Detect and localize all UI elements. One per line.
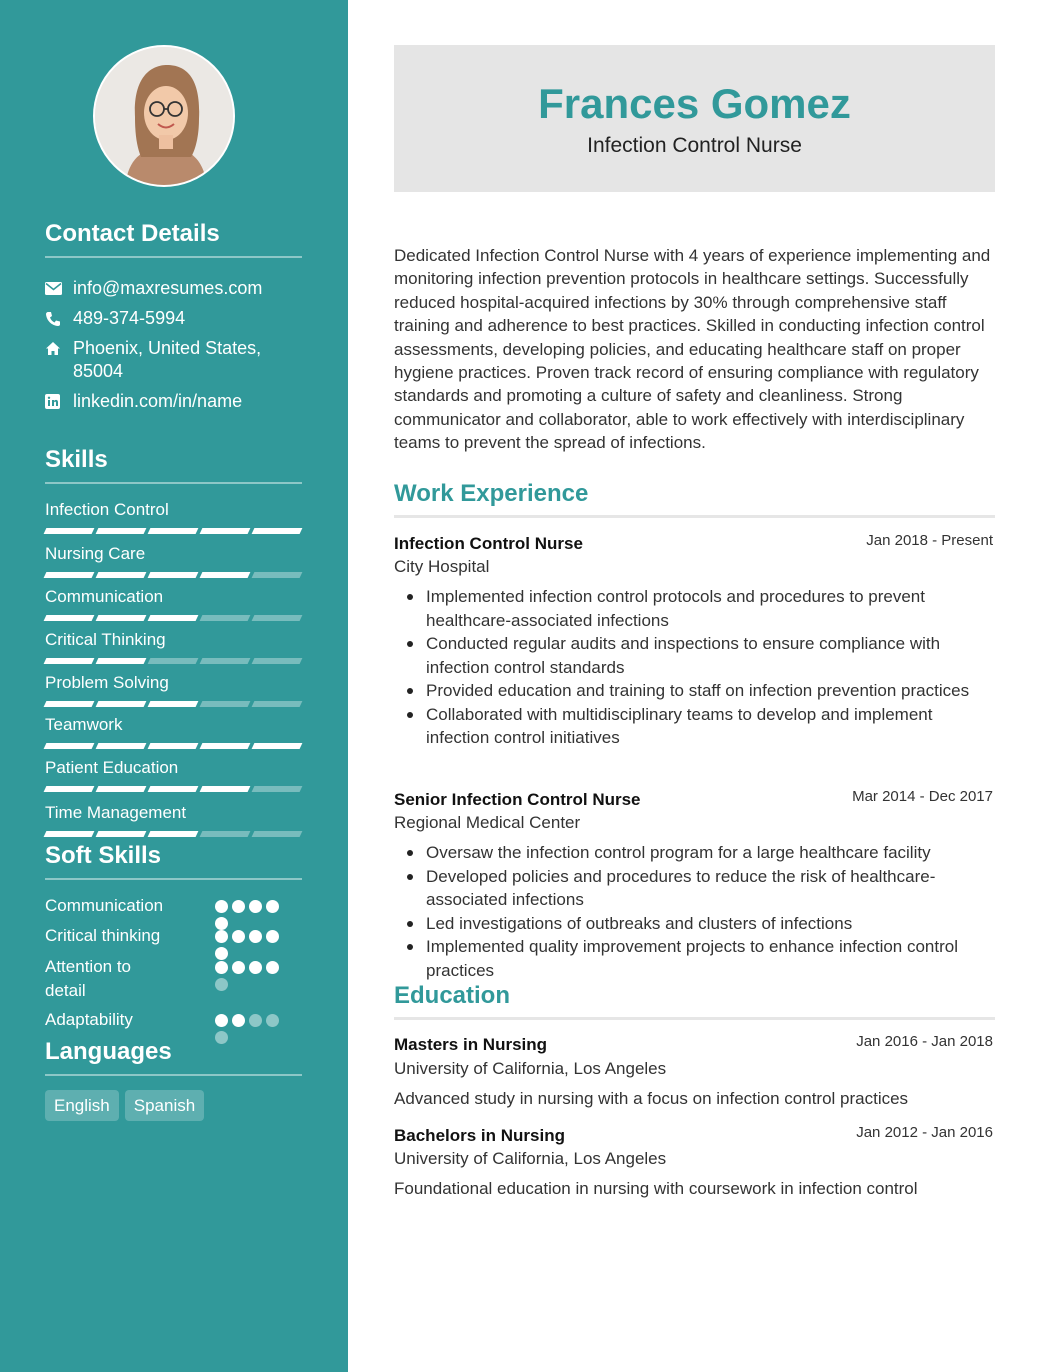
list-item: Led investigations of outbreaks and clusters of infections <box>426 912 1000 936</box>
skill-level-segment <box>200 528 251 534</box>
skill-level-segment <box>96 831 147 837</box>
education-dates: Jan 2016 - Jan 2018 <box>856 1033 993 1050</box>
sidebar <box>0 0 348 1372</box>
candidate-name: Frances Gomez <box>538 80 851 127</box>
contact-section-title: Contact Details <box>45 220 220 247</box>
rating-dot <box>215 900 228 913</box>
name-header <box>394 45 995 192</box>
skill-level-segment <box>252 615 303 621</box>
envelope-icon <box>45 277 73 300</box>
contact-address-row <box>45 337 273 383</box>
contact-linkedin-row <box>45 390 273 413</box>
skill-level-bar <box>45 701 302 707</box>
contact-phone-row <box>45 307 273 330</box>
rating-dot <box>266 930 279 943</box>
skill-item <box>45 714 302 749</box>
list-item: Conducted regular audits and inspections to ensure compliance with infection control standards <box>426 632 1000 679</box>
rating-dot <box>266 900 279 913</box>
list-item: Implemented infection control protocols and procedures to prevent healthcare-associated infections <box>426 585 1000 632</box>
job-title: Infection Control Nurse <box>394 534 583 553</box>
education-title: Education <box>394 982 511 1009</box>
skill-level-segment <box>148 658 199 664</box>
skill-level-segment <box>44 572 95 578</box>
profile-avatar-illustration <box>95 47 235 187</box>
languages-divider <box>45 1074 302 1076</box>
skill-level-segment <box>96 658 147 664</box>
contact-email[interactable]: info@maxresumes.com <box>73 278 263 298</box>
skill-level-segment <box>96 743 147 749</box>
skill-level-segment <box>44 615 95 621</box>
skills-divider <box>45 482 302 484</box>
linkedin-icon <box>45 390 73 413</box>
skill-level-segment <box>148 701 199 707</box>
candidate-title: Infection Control Nurse <box>587 134 802 157</box>
contact-divider <box>45 256 302 258</box>
job-employer: City Hospital <box>394 557 490 576</box>
contact-email-row <box>45 277 273 300</box>
skill-level-segment <box>148 615 199 621</box>
soft-skill-name: Attention to detail <box>45 957 132 1000</box>
skill-name: Critical Thinking <box>45 630 166 649</box>
phone-icon <box>45 307 73 330</box>
education-description: Advanced study in nursing with a focus on infection control practices <box>394 1089 909 1108</box>
skill-level-bar <box>45 615 302 621</box>
rating-dot <box>232 930 245 943</box>
list-item: Collaborated with multidisciplinary teams to develop and implement infection control initiatives <box>426 703 1000 750</box>
rating-dot <box>266 961 279 974</box>
skill-level-segment <box>44 786 95 792</box>
skill-level-bar <box>45 831 302 837</box>
skill-name: Patient Education <box>45 758 179 777</box>
skill-level-segment <box>44 831 95 837</box>
education-divider <box>394 1017 995 1020</box>
rating-dot <box>266 1014 279 1027</box>
skill-level-segment <box>200 658 251 664</box>
work-experience-title: Work Experience <box>394 480 589 507</box>
skill-level-segment <box>148 831 199 837</box>
work-experience-divider <box>394 515 995 518</box>
school-name: University of California, Los Angeles <box>394 1149 667 1168</box>
skill-level-segment <box>252 658 303 664</box>
skill-level-segment <box>252 831 303 837</box>
profile-photo <box>93 45 235 187</box>
rating-dot <box>232 1014 245 1027</box>
skill-item <box>45 757 302 792</box>
education-dates: Jan 2012 - Jan 2016 <box>856 1124 993 1141</box>
soft-skills-divider <box>45 878 302 880</box>
skill-item <box>45 499 302 534</box>
soft-skill-name: Critical thinking <box>45 926 161 945</box>
profile-summary: Dedicated Infection Control Nurse with 4 years of experience implementing and monitoring infection prevention protocols in healthcare settings. Successfully reduced hospital-acquired infections by 30% through comprehensive staff training and adherence to best practices. Skilled in conducting infection control assessments, developing policies, and educating healthcare staff on proper hygiene practices. Proven track record of ensuring compliance with regulatory standards and promoting a culture of safety and cleanliness. Strong communicator and collaborator, able to work effectively with interdisciplinary teams to prevent the spread of infections. <box>394 246 991 453</box>
skill-level-segment <box>96 615 147 621</box>
rating-dot <box>215 1014 228 1027</box>
skill-level-bar <box>45 658 302 664</box>
skill-level-segment <box>200 701 251 707</box>
skill-level-segment <box>44 701 95 707</box>
skill-name: Communication <box>45 587 164 606</box>
list-item: Developed policies and procedures to reduce the risk of healthcare-associated infections <box>426 865 1000 912</box>
rating-dot <box>249 900 262 913</box>
rating-dot <box>215 1031 228 1044</box>
rating-dot <box>249 930 262 943</box>
languages-list <box>45 1090 204 1121</box>
rating-dot <box>215 978 228 991</box>
skill-level-segment <box>252 743 303 749</box>
skill-level-segment <box>148 572 199 578</box>
skills-section-title: Skills <box>45 446 108 473</box>
contact-phone[interactable]: 489-374-5994 <box>73 308 186 328</box>
skill-name: Teamwork <box>45 715 123 734</box>
skill-name: Time Management <box>45 803 187 822</box>
list-item: Oversaw the infection control program for a large healthcare facility <box>426 841 1000 865</box>
languages-section-title: Languages <box>45 1038 172 1065</box>
language-badge: English <box>45 1090 119 1121</box>
list-item: Provided education and training to staff on infection prevention practices <box>426 679 1000 703</box>
job-dates: Jan 2018 - Present <box>866 532 993 549</box>
education-description: Foundational education in nursing with coursework in infection control <box>394 1179 918 1198</box>
skill-level-segment <box>148 786 199 792</box>
skill-level-segment <box>96 572 147 578</box>
rating-dot <box>215 947 228 960</box>
job-title: Senior Infection Control Nurse <box>394 790 641 809</box>
skill-level-segment <box>44 528 95 534</box>
skill-level-segment <box>148 528 199 534</box>
skill-level-segment <box>96 786 147 792</box>
skill-level-segment <box>200 786 251 792</box>
job-dates: Mar 2014 - Dec 2017 <box>852 788 993 805</box>
skill-level-bar <box>45 528 302 534</box>
rating-dot <box>215 930 228 943</box>
job-responsibilities <box>426 841 1000 982</box>
skill-level-segment <box>252 572 303 578</box>
skill-level-segment <box>44 743 95 749</box>
skill-name: Infection Control <box>45 500 169 519</box>
skill-name: Nursing Care <box>45 544 146 563</box>
skill-level-segment <box>200 572 251 578</box>
skill-item <box>45 802 302 837</box>
skill-level-segment <box>200 615 251 621</box>
job-employer: Regional Medical Center <box>394 813 581 832</box>
home-icon <box>45 337 73 360</box>
skill-level-segment <box>44 658 95 664</box>
rating-dot <box>215 961 228 974</box>
skill-item <box>45 672 302 707</box>
skill-level-segment <box>96 528 147 534</box>
skill-level-segment <box>148 743 199 749</box>
contact-address: Phoenix, United States, 85004 <box>73 338 262 381</box>
school-name: University of California, Los Angeles <box>394 1059 667 1078</box>
list-item: Implemented quality improvement projects to enhance infection control practices <box>426 935 1000 982</box>
skill-level-segment <box>96 701 147 707</box>
skill-item <box>45 543 302 578</box>
rating-dot <box>232 900 245 913</box>
degree-title: Bachelors in Nursing <box>394 1126 565 1145</box>
rating-dot <box>249 1014 262 1027</box>
skill-level-segment <box>252 701 303 707</box>
language-badge: Spanish <box>125 1090 204 1121</box>
skill-level-bar <box>45 572 302 578</box>
skill-level-segment <box>200 831 251 837</box>
job-responsibilities <box>426 585 1000 750</box>
skill-level-segment <box>200 743 251 749</box>
rating-dot <box>232 961 245 974</box>
skill-level-segment <box>252 786 303 792</box>
skill-name: Problem Solving <box>45 673 169 692</box>
degree-title: Masters in Nursing <box>394 1035 548 1054</box>
rating-dot <box>215 917 228 930</box>
skill-item <box>45 629 302 664</box>
skill-level-bar <box>45 743 302 749</box>
skill-level-bar <box>45 786 302 792</box>
skill-level-segment <box>252 528 303 534</box>
soft-skill-name: Communication <box>45 896 164 915</box>
skill-item <box>45 586 302 621</box>
contact-linkedin[interactable]: linkedin.com/in/name <box>73 391 243 411</box>
soft-skill-name: Adaptability <box>45 1010 133 1029</box>
soft-skills-section-title: Soft Skills <box>45 842 162 869</box>
rating-dot <box>249 961 262 974</box>
